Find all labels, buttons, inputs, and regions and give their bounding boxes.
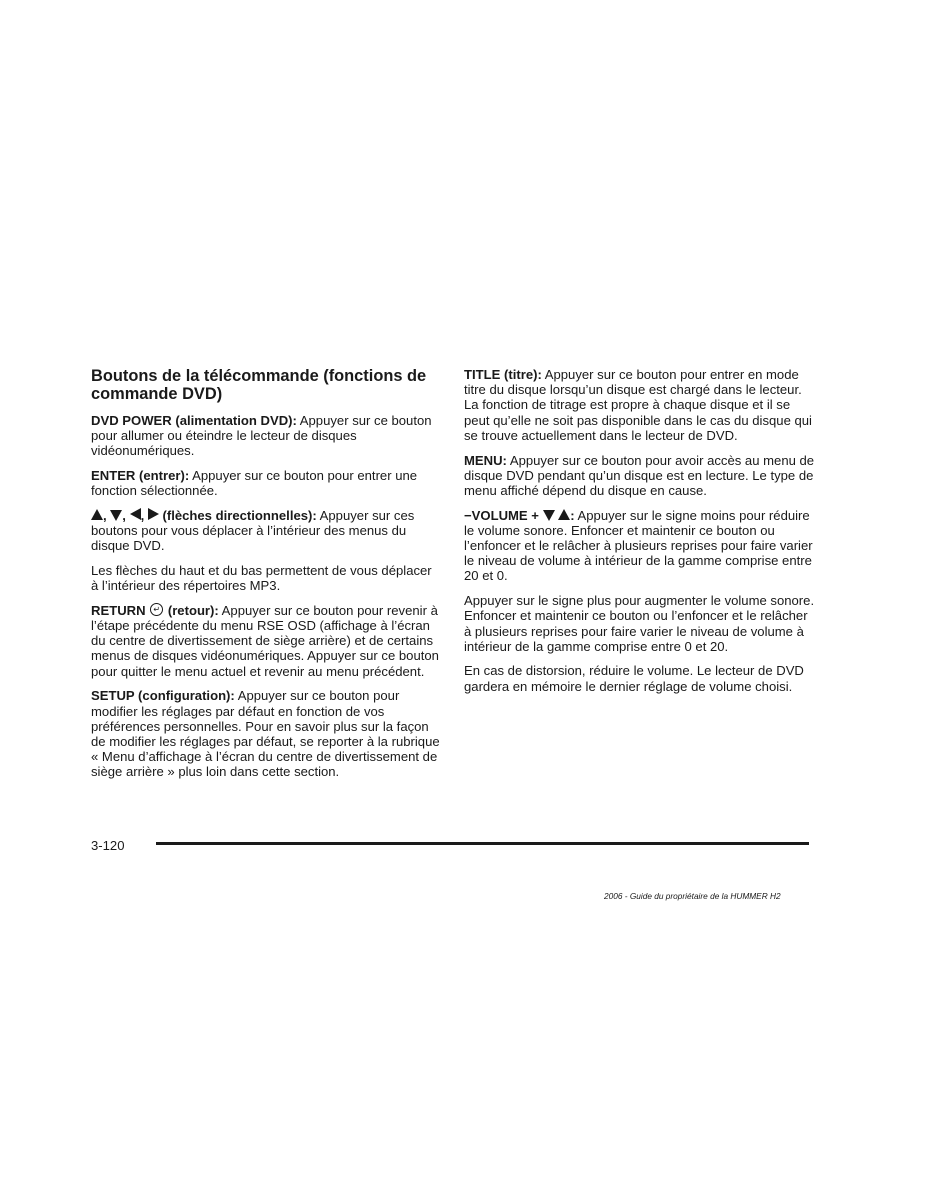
arrow-down-icon — [110, 510, 122, 521]
right-column — [464, 367, 816, 703]
return-label-suffix: (retour): — [164, 602, 219, 618]
return-label: RETURN — [91, 602, 150, 618]
menu-paragraph — [464, 453, 816, 499]
volume-label-suffix: : — [570, 507, 575, 523]
arrow-right-icon — [148, 508, 159, 520]
dvd-power-paragraph — [91, 413, 441, 459]
setup-paragraph — [91, 688, 441, 779]
return-icon: ↵ — [150, 603, 163, 616]
volume-label: −VOLUME + — [464, 507, 543, 523]
volume-paragraph — [464, 508, 816, 584]
arrows-label: (flèches directionnelles): — [158, 507, 317, 523]
enter-text: Appuyer sur ce bouton pour entrer une fonction sélectionnée. — [91, 467, 418, 499]
arrows-comma: , — [103, 507, 111, 523]
enter-paragraph — [91, 468, 441, 498]
menu-label: MENU: — [464, 452, 507, 468]
volume-text: Appuyer sur le signe moins pour réduire le volume sonore. Enfoncer et maintenir ce bouton ou l’enfoncer et le relâcher à plusieurs reprises pour faire varier le niveau de volume à intérieur de la gamme comprise entre 20 et 0. — [464, 507, 813, 584]
arrow-up-icon — [558, 509, 570, 520]
arrows-text: Appuyer sur ces boutons pour vous déplacer à l’intérieur des menus du disque DVD. — [91, 507, 415, 554]
section-title: Boutons de la télécommande (fonctions de commande DVD) — [91, 367, 427, 404]
arrows-comma: , — [140, 507, 148, 523]
return-paragraph — [91, 603, 441, 679]
arrows-comma: , — [122, 507, 130, 523]
return-text: Appuyer sur ce bouton pour revenir à l’étape précédente du menu RSE OSD (affichage à l’écran du centre de divertissement de siège arrière) et de certains menus de disques vidéonumériques. Appuyer sur ce bouton pour quitter le menu actuel et revenir au menu précédent. — [91, 602, 439, 679]
arrow-left-icon — [130, 508, 141, 520]
menu-text: Appuyer sur ce bouton pour avoir accès au menu de disque DVD pendant qu’un disque est en lecture. Le type de menu affiché dépend du disque en cause. — [464, 452, 815, 498]
guide-footer-title: 2006 - Guide du propriétaire de la HUMMER H2 — [604, 891, 781, 901]
arrows-mp3-paragraph: Les flèches du haut et du bas permettent de vous déplacer à l’intérieur des répertoires MP3. — [91, 562, 432, 594]
enter-label: ENTER (entrer): — [91, 467, 190, 483]
dvd-power-text: Appuyer sur ce bouton pour allumer ou éteindre le lecteur de disques vidéonumériques. — [91, 412, 432, 459]
volume-plus-paragraph: Appuyer sur le signe plus pour augmenter le volume sonore. Enfoncer et maintenir ce bouton ou l’enfoncer et le relâcher à plusieurs reprises pour faire varier le niveau de volume à intérieur de la gamme comprise entre 0 et 20. — [464, 593, 815, 654]
title-text: Appuyer sur ce bouton pour entrer en mode titre du disque lorsqu’un disque est chargé dans le lecteur. La fonction de titrage est propre à chaque disque et il se peut qu’elle ne soit pas disponible dans le cas du disque qui se trouve actuellement dans le lecteur de DVD. — [464, 367, 812, 443]
title-label: TITLE (titre): — [464, 367, 542, 382]
title-paragraph — [464, 367, 816, 443]
footer-rule — [156, 842, 809, 845]
arrow-down-icon — [543, 510, 555, 521]
left-column — [91, 367, 441, 789]
distortion-paragraph: En cas de distorsion, réduire le volume. Le lecteur de DVD gardera en mémoire le dernier réglage de volume choisi. — [464, 663, 804, 694]
setup-text: Appuyer sur ce bouton pour modifier les réglages par défaut en fonction de vos préférences personnelles. Pour en savoir plus sur la façon de modifier les réglages par défaut, se reporter à la rubrique « Menu d’affichage à l’écran du centre de divertissement de siège arrière » plus loin dans cette section. — [91, 688, 440, 780]
dvd-power-label: DVD POWER (alimentation DVD): — [91, 412, 297, 428]
page-number: 3-120 — [91, 838, 125, 853]
arrow-up-icon — [91, 509, 103, 520]
setup-label: SETUP (configuration): — [91, 688, 235, 704]
arrows-paragraph — [91, 508, 441, 554]
